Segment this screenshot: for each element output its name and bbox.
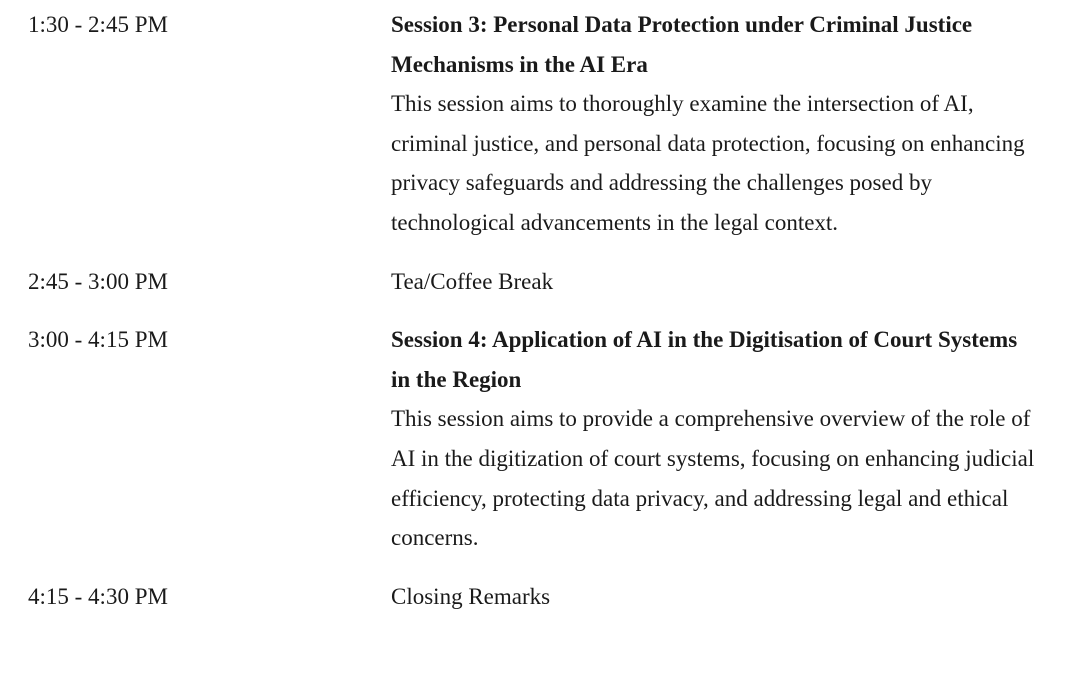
agenda-row-break: [0, 262, 1068, 302]
agenda-content: [391, 320, 1041, 558]
agenda-row-session-4: [0, 320, 1068, 558]
agenda-row-closing: [0, 577, 1068, 617]
agenda-content: [391, 577, 1041, 617]
session-description: This session aims to provide a comprehensive overview of the role of AI in the digitization of court systems, focusing on enhancing judicial efficiency, protecting data privacy, and addressing legal and ethical concerns.: [391, 406, 1035, 551]
agenda-time: 3:00 - 4:15 PM: [28, 327, 168, 353]
session-title: Session 4: Application of AI in the Digitisation of Court Systems in the Region: [391, 327, 1018, 392]
session-description: This session aims to thoroughly examine the intersection of AI, criminal justice, and personal data protection, focusing on enhancing privacy safeguards and addressing the challenges posed by technological advancements in the legal context.: [391, 91, 1025, 235]
agenda-content: [391, 262, 1041, 302]
agenda-time: 2:45 - 3:00 PM: [28, 268, 168, 294]
agenda-row-session-3: [0, 5, 1068, 243]
session-title: Session 3: Personal Data Protection under Criminal Justice Mechanisms in the AI Era: [391, 12, 973, 77]
agenda-time: 4:15 - 4:30 PM: [28, 583, 168, 609]
break-label: Tea/Coffee Break: [391, 268, 554, 294]
closing-label: Closing Remarks: [391, 583, 551, 609]
agenda-time: 1:30 - 2:45 PM: [28, 12, 168, 37]
agenda-content: [391, 5, 1041, 243]
